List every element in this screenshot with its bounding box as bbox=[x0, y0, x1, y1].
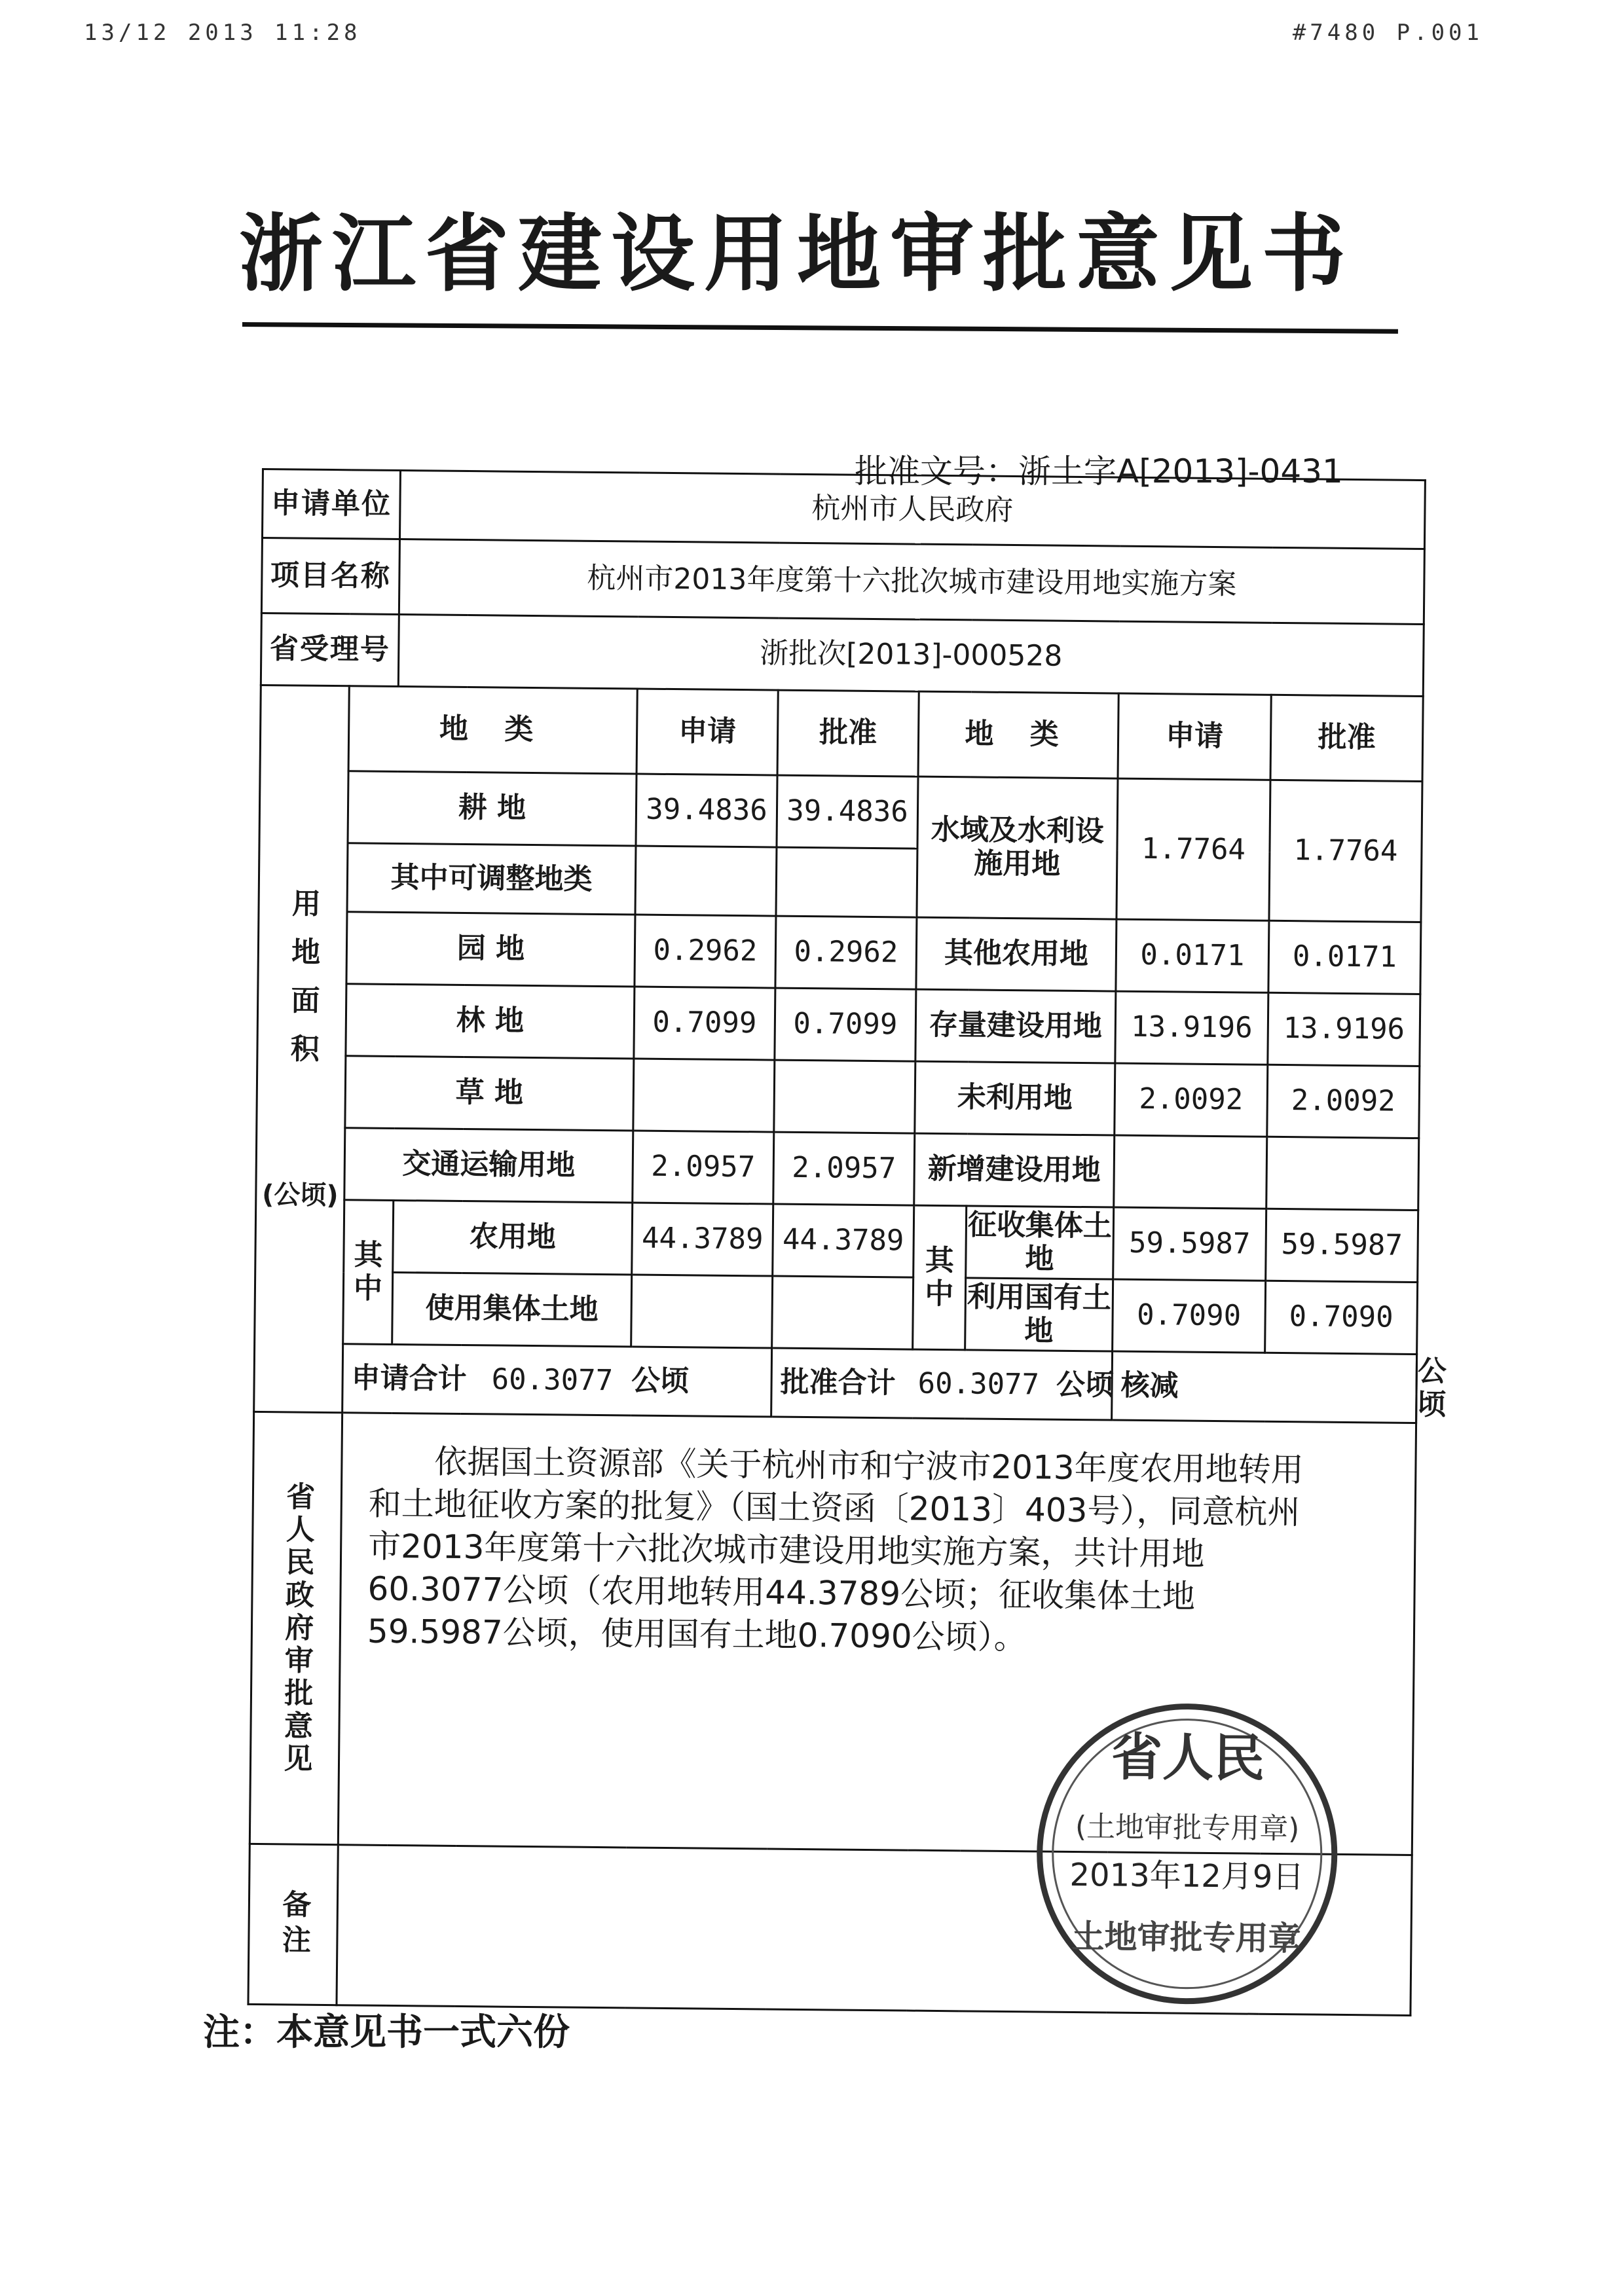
reduce-total bbox=[1112, 1351, 1417, 1423]
approve-value-cell bbox=[776, 847, 917, 917]
approve-value-cell: 2.0092 bbox=[1267, 1065, 1420, 1138]
apply-total bbox=[342, 1344, 772, 1417]
document-title: 浙江省建设用地审批意见书 bbox=[239, 205, 1356, 303]
approval-number: 批准文号：浙土字A[2013]-0431 bbox=[855, 452, 1343, 490]
table-row bbox=[256, 1127, 1419, 1210]
remarks-label-cell bbox=[248, 1844, 338, 2005]
apply-value-cell: 2.0092 bbox=[1115, 1063, 1268, 1137]
approve-value-cell: 0.0171 bbox=[1268, 920, 1421, 994]
land-type-cell: 农用地 bbox=[393, 1200, 633, 1274]
header-right-type: 地 类 bbox=[918, 691, 1118, 778]
land-type-cell: 交通运输用地 bbox=[344, 1128, 633, 1203]
apply-value-cell bbox=[633, 1059, 775, 1132]
table-row bbox=[255, 1271, 1418, 1354]
apply-value-cell: 39.4836 bbox=[636, 774, 777, 847]
approve-total bbox=[771, 1348, 1113, 1420]
approve-value-cell: 59.5987 bbox=[1266, 1209, 1418, 1282]
land-type-cell: 存量建设用地 bbox=[915, 989, 1116, 1063]
land-type-cell: 园 地 bbox=[346, 912, 635, 987]
header-right-approve: 批准 bbox=[1270, 695, 1423, 781]
apply-total-value: 60.3077 bbox=[491, 1362, 614, 1397]
seal-bottom-text: 土地审批专用章 bbox=[1071, 1916, 1301, 1958]
table-row bbox=[255, 1199, 1418, 1282]
table-row bbox=[257, 1055, 1420, 1138]
fax-timestamp: 13/12 2013 11:28 bbox=[84, 20, 361, 46]
land-type-cell: 新增建设用地 bbox=[914, 1133, 1115, 1207]
approve-total-value: 60.3077 bbox=[917, 1366, 1040, 1402]
title-underline bbox=[242, 322, 1398, 334]
land-type-cell: 使用集体土地 bbox=[392, 1272, 632, 1346]
land-type-cell: 其他农用地 bbox=[916, 917, 1116, 991]
apply-value-cell: 44.3789 bbox=[632, 1203, 773, 1276]
approve-value-cell: 39.4836 bbox=[777, 775, 918, 848]
land-type-cell: 征收集体土地 bbox=[966, 1206, 1114, 1279]
apply-value-cell: 0.7099 bbox=[634, 987, 775, 1060]
land-type-cell: 未利用地 bbox=[915, 1061, 1115, 1135]
table-row bbox=[257, 983, 1420, 1066]
reduce-label: 核减 bbox=[1120, 1368, 1179, 1403]
applicant-label: 申请单位 bbox=[262, 469, 400, 539]
sub-left-label: 其中 bbox=[343, 1200, 394, 1345]
approve-value-cell: 0.7090 bbox=[1265, 1281, 1418, 1354]
remarks-value bbox=[337, 1845, 1412, 2016]
remarks-label: 备注 bbox=[276, 1889, 311, 1960]
land-area-side-label bbox=[254, 685, 350, 1412]
opinion-cell bbox=[338, 1413, 1416, 1958]
approval-form bbox=[248, 468, 1447, 2011]
opinion-text: 依据国土资源部《关于杭州市和宁波市2013年度农用地转用和土地征收方案的批复》（国土资函〔2013〕403号），同意杭州市2013年度第十六批次城市建设用地实施方案，共计用地60.3077公顷（农用地转用44.3789公顷；征收集体土地59.5987公顷，使用国有土地0.7090公顷）。 bbox=[367, 1442, 1304, 1657]
approve-value-cell: 44.3789 bbox=[773, 1204, 914, 1277]
land-type-cell: 利用国有土地 bbox=[965, 1278, 1113, 1351]
approve-total-unit: 公顷 bbox=[1056, 1368, 1115, 1402]
apply-value-cell bbox=[1114, 1135, 1267, 1209]
land-area-label: 用地面积 bbox=[285, 887, 321, 1082]
apply-value-cell bbox=[635, 846, 777, 916]
approve-value-cell: 13.9196 bbox=[1268, 993, 1420, 1066]
approve-value-cell bbox=[772, 1276, 913, 1349]
footnote: 注：本意见书一式六份 bbox=[203, 2011, 570, 2054]
header-right-apply: 申请 bbox=[1118, 693, 1271, 780]
totals-row bbox=[254, 1343, 1417, 1423]
approve-value-cell bbox=[774, 1060, 915, 1133]
apply-value-cell: 0.0171 bbox=[1116, 919, 1269, 993]
land-area-unit: (公顷) bbox=[261, 1179, 339, 1211]
apply-value-cell bbox=[631, 1275, 773, 1348]
approve-value-cell: 1.7764 bbox=[1269, 780, 1422, 922]
land-type-cell: 耕 地 bbox=[348, 771, 637, 846]
approve-value-cell: 0.7099 bbox=[775, 988, 916, 1061]
land-type-cell: 林 地 bbox=[346, 984, 635, 1059]
header-left-approve: 批准 bbox=[777, 690, 919, 776]
sub-right-label: 其中 bbox=[913, 1205, 967, 1350]
seal-top-text: 省人民 bbox=[1111, 1727, 1265, 1789]
apply-value-cell: 0.2962 bbox=[635, 915, 776, 988]
approve-value-cell bbox=[1266, 1137, 1419, 1210]
header-left-apply: 申请 bbox=[637, 689, 778, 775]
apply-total-unit: 公顷 bbox=[631, 1364, 690, 1398]
apply-value-cell: 1.7764 bbox=[1116, 778, 1270, 920]
apply-value-cell: 13.9196 bbox=[1115, 991, 1268, 1065]
land-type-cell: 水域及水利设施用地 bbox=[917, 776, 1118, 919]
fax-page-id: #7480 P.001 bbox=[1292, 20, 1483, 46]
seal-date: 2013年12月9日 bbox=[1069, 1856, 1304, 1896]
apply-value-cell: 59.5987 bbox=[1113, 1207, 1266, 1281]
approve-value-cell: 0.2962 bbox=[775, 916, 917, 989]
header-left-type: 地 类 bbox=[348, 686, 637, 774]
acceptance-label: 省受理号 bbox=[261, 613, 399, 687]
land-type-cell: 草 地 bbox=[345, 1056, 634, 1131]
project-label: 项目名称 bbox=[261, 538, 399, 615]
opinion-label-cell bbox=[249, 1412, 342, 1844]
apply-value-cell: 2.0957 bbox=[633, 1131, 774, 1204]
approve-total-label: 批准合计 bbox=[780, 1365, 896, 1400]
project-value: 杭州市2013年度第十六批次城市建设用地实施方案 bbox=[399, 539, 1424, 625]
seal-middle-text: (土地审批专用章) bbox=[1075, 1810, 1300, 1846]
table-row bbox=[259, 770, 1422, 853]
approve-value-cell: 2.0957 bbox=[773, 1132, 915, 1205]
land-type-cell: 其中可调整地类 bbox=[347, 843, 636, 915]
form-table bbox=[247, 468, 1447, 2016]
apply-total-label: 申请合计 bbox=[351, 1361, 467, 1396]
applicant-value: 杭州市人民政府 bbox=[399, 471, 1425, 549]
acceptance-value: 浙批次[2013]-000528 bbox=[398, 615, 1424, 697]
opinion-label: 省人民政府审批意见 bbox=[278, 1480, 315, 1776]
apply-value-cell: 0.7090 bbox=[1113, 1279, 1266, 1353]
reduce-unit: 公顷 bbox=[1416, 1354, 1417, 1423]
table-row bbox=[258, 911, 1421, 994]
